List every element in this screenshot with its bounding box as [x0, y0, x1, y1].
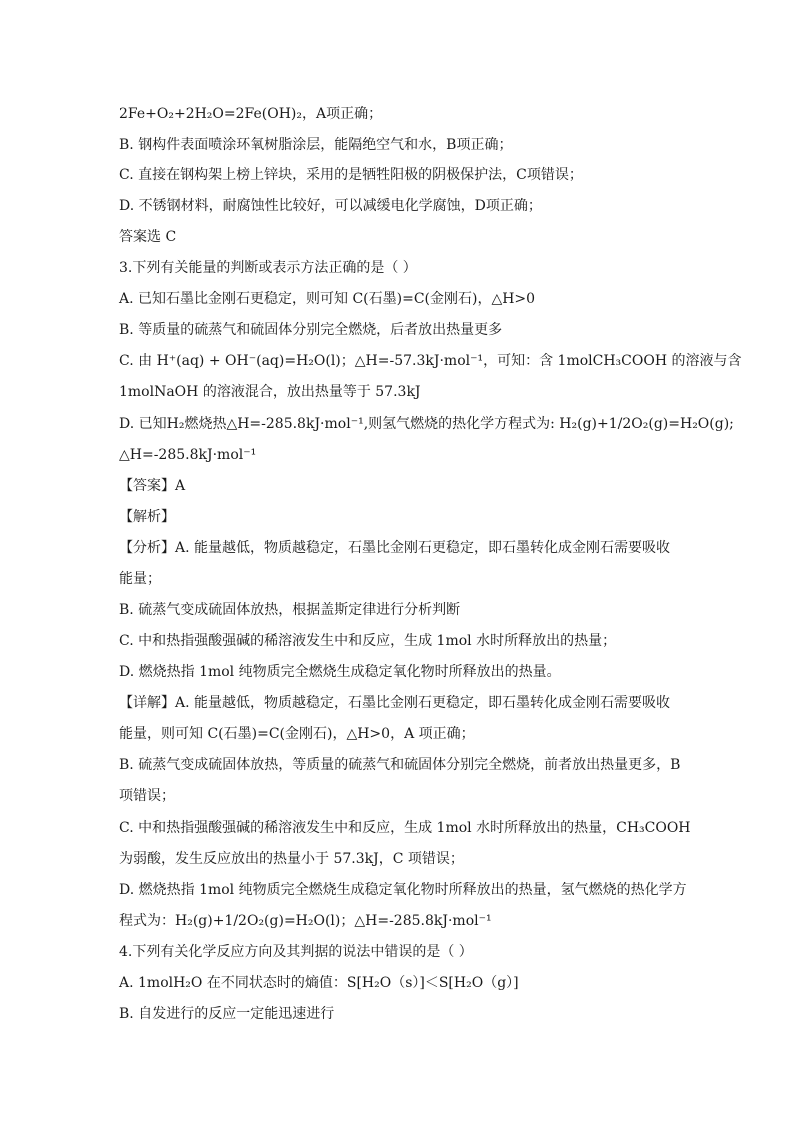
option-c-cont: 1molNaOH 的溶液混合，放出热量等于 57.3kJ: [119, 384, 421, 400]
text-line: D. 不锈钢材料，耐腐蚀性比较好，可以减缓电化学腐蚀，D项正确；: [119, 198, 542, 214]
option-a: A. 已知石墨比金刚石更稳定，则可知 C(石墨)=C(金刚石)，△H>0: [119, 291, 536, 307]
text-line: 能量，则可知 C(石墨)=C(金刚石)，△H>0，A 项正确；: [119, 726, 475, 742]
text-line: C. 直接在钢构架上榜上锌块，采用的是牺牲阳极的阴极保护法，C项错误；: [119, 167, 583, 183]
question-3-title: 3.下列有关能量的判断或表示方法正确的是（ ）: [119, 260, 417, 276]
text-line: C. 中和热指强酸强碱的稀溶液发生中和反应，生成 1mol 水时所释放出的热量，CH₃COOH: [119, 820, 691, 836]
text-line: 答案选 C: [119, 229, 177, 245]
option-d-cont: △H=-285.8kJ·mol⁻¹: [119, 447, 257, 463]
answer-line: 【答案】A: [119, 478, 186, 494]
option-a: A. 1molH₂O 在不同状态时的熵值：S[H₂O（s）]＜S[H₂O（g）]: [119, 975, 519, 991]
text-line: 【详解】A. 能量越低，物质越稳定，石墨比金刚石更稳定，即石墨转化成金刚石需要吸收: [119, 695, 671, 711]
analysis-heading: 【解析】: [119, 509, 175, 525]
text-line: B. 钢构件表面喷涂环氧树脂涂层，能隔绝空气和水，B项正确；: [119, 137, 513, 153]
option-b: B. 自发进行的反应一定能迅速进行: [119, 1006, 335, 1022]
option-b: B. 等质量的硫蒸气和硫固体分别完全燃烧，后者放出热量更多: [119, 322, 503, 338]
option-d: D. 已知H₂燃烧热△H=-285.8kJ·mol⁻¹,则氢气燃烧的热化学方程式为: H₂(g)+1/2O₂(g)=H₂O(g);: [119, 416, 734, 432]
text-line: D. 燃烧热指 1mol 纯物质完全燃烧生成稳定氧化物时所释放出的热量。: [119, 664, 561, 680]
text-line: 为弱酸，发生反应放出的热量小于 57.3kJ，C 项错误；: [119, 851, 464, 867]
text-line: C. 中和热指强酸强碱的稀溶液发生中和反应，生成 1mol 水时所释放出的热量；: [119, 633, 617, 649]
text-line: 【分析】A. 能量越低，物质越稳定，石墨比金刚石更稳定，即石墨转化成金刚石需要吸收: [119, 540, 671, 556]
text-line: 程式为：H₂(g)+1/2O₂(g)=H₂O(l)；△H=-285.8kJ·mol⁻¹: [119, 913, 492, 929]
question-4-title: 4.下列有关化学反应方向及其判据的说法中错误的是（ ）: [119, 944, 473, 960]
text-line: B. 硫蒸气变成硫固体放热，等质量的硫蒸气和硫固体分别完全燃烧，前者放出热量更多，B: [119, 757, 681, 773]
text-line: 2Fe+O₂+2H₂O=2Fe(OH)₂，A项正确；: [119, 106, 383, 122]
text-line: D. 燃烧热指 1mol 纯物质完全燃烧生成稳定氧化物时所释放出的热量，氢气燃烧的热化学方: [119, 882, 687, 898]
text-line: B. 硫蒸气变成硫固体放热，根据盖斯定律进行分析判断: [119, 602, 461, 618]
text-line: 项错误；: [119, 788, 175, 804]
option-c: C. 由 H⁺(aq) + OH⁻(aq)=H₂O(l)；△H=-57.3kJ·mol⁻¹，可知：含 1molCH₃COOH 的溶液与含: [119, 353, 742, 369]
text-line: 能量；: [119, 571, 161, 587]
